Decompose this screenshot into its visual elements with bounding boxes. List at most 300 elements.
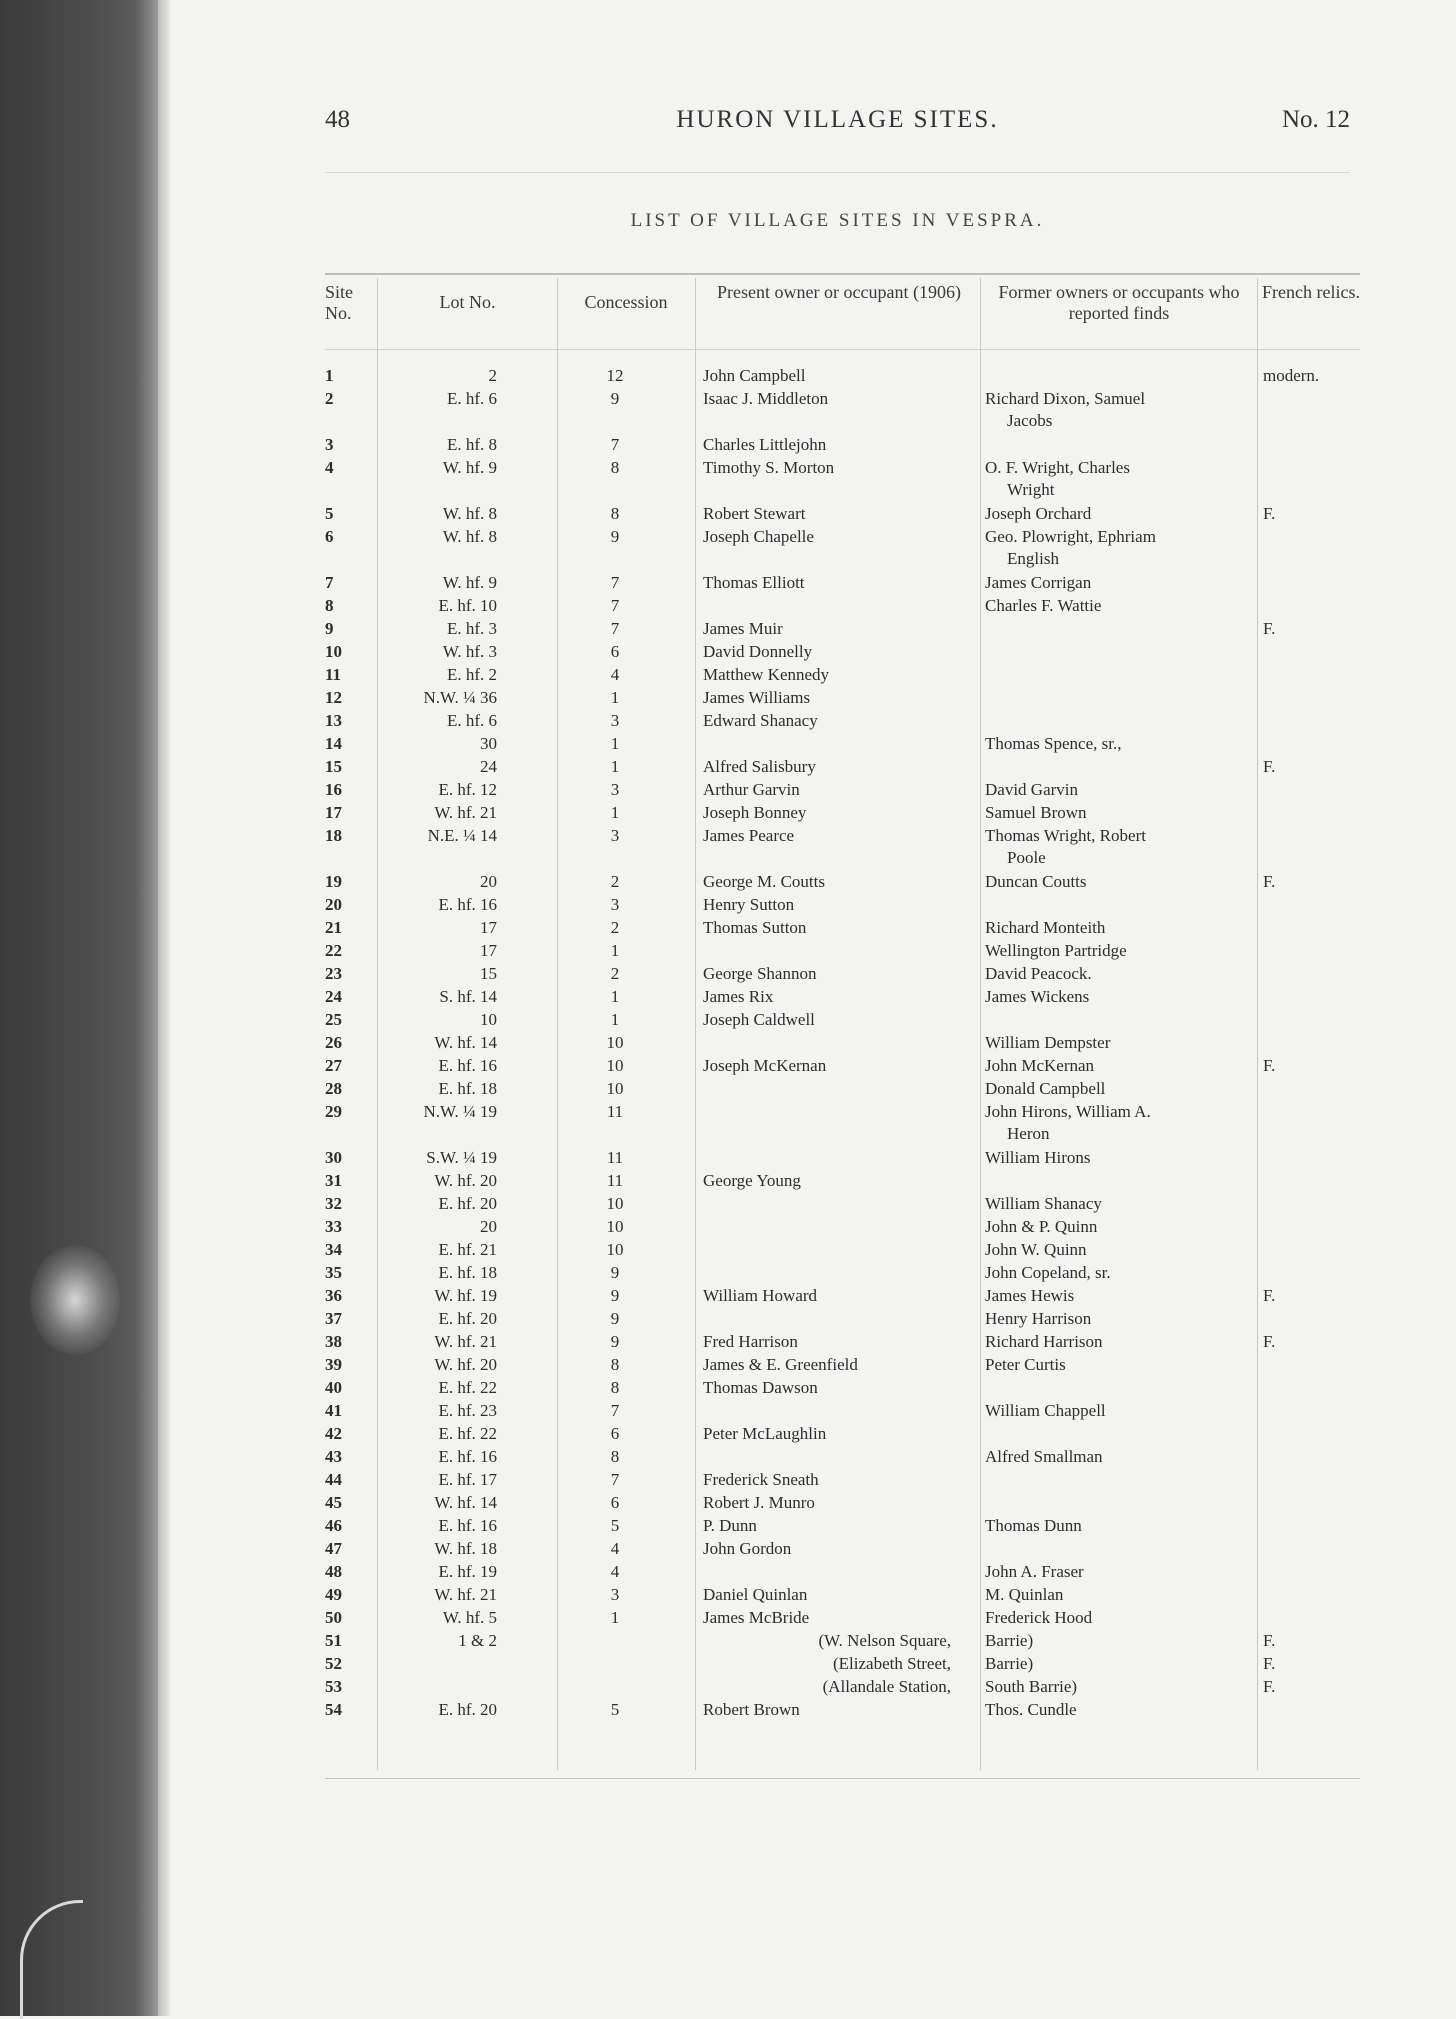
table-row: [325, 1654, 1360, 1677]
former-owner: James Hewis: [985, 1286, 1075, 1305]
header-french-relics: French relics.: [1262, 282, 1360, 302]
site-number: 15: [325, 757, 342, 776]
lot-number: W. hf. 5: [442, 1608, 497, 1627]
leader-dots: [949, 711, 973, 732]
leader-dots: [1241, 1217, 1251, 1238]
lot-number: W. hf. 8: [442, 504, 497, 523]
present-owner: (Elizabeth Street,: [832, 1654, 951, 1673]
leader-dots: [1265, 1171, 1355, 1192]
table-row: [325, 1493, 1360, 1516]
leader-dots: [705, 596, 973, 617]
present-owner: (W. Nelson Square,: [818, 1631, 951, 1650]
lot-number: E. hf. 16: [438, 1056, 497, 1075]
present-owner: Arthur Garvin: [703, 780, 800, 799]
lot-number: 30: [480, 734, 497, 753]
site-number: 52: [325, 1654, 342, 1673]
leader-dots: [987, 757, 1251, 778]
lot-number: 24: [480, 757, 497, 776]
table-row: [325, 964, 1360, 987]
lot-number: W. hf. 18: [434, 1539, 497, 1558]
concession: 7: [610, 1470, 620, 1489]
leader-dots: [705, 1562, 973, 1583]
former-owner: Donald Campbell: [985, 1079, 1106, 1098]
table-row: [325, 573, 1360, 596]
leader-dots: [949, 872, 973, 893]
leader-dots: [705, 1309, 973, 1330]
leader-dots: [1265, 1401, 1355, 1422]
leader-dots: [949, 826, 973, 847]
leader-dots: [987, 642, 1251, 663]
site-number: 16: [325, 780, 342, 799]
lot-number: E. hf. 6: [446, 711, 497, 730]
site-number: 33: [325, 1217, 342, 1236]
leader-dots: [565, 1631, 690, 1652]
present-owner: Peter McLaughlin: [703, 1424, 827, 1443]
former-owner: Barrie): [985, 1654, 1034, 1673]
leader-dots: [949, 435, 973, 456]
leader-dots: [705, 1102, 973, 1123]
concession: 8: [610, 1355, 620, 1374]
french-relics: F.: [1263, 1286, 1276, 1305]
leader-dots: [1241, 1516, 1251, 1537]
site-number: 28: [325, 1079, 342, 1098]
leader-dots: [1241, 872, 1251, 893]
lot-number: E. hf. 2: [446, 665, 497, 684]
former-owner: Peter Curtis: [985, 1355, 1066, 1374]
table-row: [325, 1608, 1360, 1631]
former-owner: John Copeland, sr.: [985, 1263, 1111, 1282]
concession: 1: [610, 941, 620, 960]
report-number: No. 12: [1281, 106, 1350, 133]
former-owner-continued: Wright: [1007, 480, 1055, 499]
site-number: 10: [325, 642, 342, 661]
table-row: [325, 1286, 1360, 1309]
present-owner: Isaac J. Middleton: [703, 389, 829, 408]
leader-dots: [949, 1332, 973, 1353]
leader-dots: [1265, 389, 1355, 410]
leader-dots: [1265, 895, 1355, 916]
concession: 7: [610, 435, 620, 454]
present-owner: Joseph Caldwell: [703, 1010, 815, 1029]
leader-dots: [1241, 1608, 1251, 1629]
present-owner: Joseph McKernan: [703, 1056, 827, 1075]
concession: 1: [610, 1608, 620, 1627]
former-owner: Thos. Cundle: [985, 1700, 1077, 1719]
former-owner: O. F. Wright, Charles: [985, 458, 1130, 477]
present-owner: P. Dunn: [703, 1516, 757, 1535]
former-owner: Thomas Wright, Robert: [985, 826, 1146, 845]
leader-dots: [1265, 1447, 1355, 1468]
former-owner: Duncan Coutts: [985, 872, 1087, 891]
leader-dots: [949, 573, 973, 594]
site-number: 14: [325, 734, 342, 753]
leader-dots: [385, 1677, 555, 1698]
table-header-rule: [325, 349, 1360, 350]
former-owner: John W. Quinn: [985, 1240, 1087, 1259]
table-row: [325, 1079, 1360, 1102]
leader-dots: [987, 688, 1251, 709]
present-owner: George Young: [703, 1171, 801, 1190]
site-number: 43: [325, 1447, 342, 1466]
table-row: [325, 1240, 1360, 1263]
leader-dots: [949, 918, 973, 939]
site-number: 8: [325, 596, 334, 615]
table-row: [325, 435, 1360, 458]
present-owner: James McBride: [703, 1608, 810, 1627]
lot-number: E. hf. 3: [446, 619, 497, 638]
lot-number: E. hf. 21: [438, 1240, 497, 1259]
concession: 10: [606, 1217, 624, 1236]
table-row: [325, 1033, 1360, 1056]
leader-dots: [949, 1424, 973, 1445]
leader-dots: [1241, 1033, 1251, 1054]
site-number: 38: [325, 1332, 342, 1351]
lot-number: E. hf. 16: [438, 1447, 497, 1466]
site-number: 22: [325, 941, 342, 960]
concession: 7: [610, 573, 620, 592]
table-row: [325, 619, 1360, 642]
lot-number: 20: [480, 1217, 497, 1236]
leader-dots: [1265, 1516, 1355, 1537]
leader-dots: [1241, 1332, 1251, 1353]
leader-dots: [949, 1355, 973, 1376]
leader-dots: [705, 1401, 973, 1422]
site-number: 47: [325, 1539, 342, 1558]
concession: 5: [610, 1516, 620, 1535]
leader-dots: [949, 1470, 973, 1491]
lot-number: 2: [488, 366, 497, 385]
former-owner-continued: English: [1007, 549, 1059, 568]
leader-dots: [1265, 780, 1355, 801]
leader-dots: [1265, 1355, 1355, 1376]
leader-dots: [987, 1493, 1251, 1514]
table-row: [325, 366, 1360, 389]
lot-number: E. hf. 16: [438, 1516, 497, 1535]
site-number: 32: [325, 1194, 342, 1213]
leader-dots: [1241, 734, 1251, 755]
table-row: [325, 1102, 1360, 1148]
leader-dots: [1241, 780, 1251, 801]
leader-dots: [987, 366, 1251, 387]
site-number: 17: [325, 803, 342, 822]
concession: 8: [610, 504, 620, 523]
present-owner: William Howard: [703, 1286, 818, 1305]
site-number: 11: [325, 665, 342, 684]
table-row: [325, 1148, 1360, 1171]
header-concession: Concession: [584, 292, 668, 312]
lot-number: E. hf. 20: [438, 1194, 497, 1213]
site-number: 26: [325, 1033, 342, 1052]
concession: 8: [610, 1378, 620, 1397]
french-relics: F.: [1263, 1631, 1276, 1650]
former-owner-continued: Jacobs: [1007, 411, 1053, 430]
leader-dots: [1265, 1470, 1355, 1491]
leader-dots: [949, 1010, 973, 1031]
site-number: 45: [325, 1493, 342, 1512]
site-number: 23: [325, 964, 342, 983]
running-head: [325, 106, 1350, 142]
present-owner: (Allandale Station,: [822, 1677, 951, 1696]
leader-dots: [949, 1700, 973, 1721]
leader-dots: [1241, 1056, 1251, 1077]
header-lot: Lot No.: [439, 292, 496, 312]
table-row: [325, 918, 1360, 941]
leader-dots: [1265, 1424, 1355, 1445]
leader-dots: [949, 1378, 973, 1399]
leader-dots: [949, 504, 973, 525]
concession: 6: [610, 642, 620, 661]
lot-number: 15: [480, 964, 497, 983]
former-owner: Richard Monteith: [985, 918, 1106, 937]
concession: 5: [610, 1700, 620, 1719]
former-owner: James Corrigan: [985, 573, 1092, 592]
leader-dots: [987, 1171, 1251, 1192]
lot-number: W. hf. 21: [434, 1585, 497, 1604]
site-number: 42: [325, 1424, 342, 1443]
lot-number: 17: [480, 941, 497, 960]
leader-dots: [1265, 1378, 1355, 1399]
former-owner: William Hirons: [985, 1148, 1091, 1167]
site-number: 39: [325, 1355, 342, 1374]
concession: 2: [610, 872, 620, 891]
leader-dots: [1241, 803, 1251, 824]
leader-dots: [987, 711, 1251, 732]
site-number: 37: [325, 1309, 342, 1328]
present-owner: Charles Littlejohn: [703, 435, 827, 454]
leader-dots: [949, 1493, 973, 1514]
former-owner: John Hirons, William A.: [985, 1102, 1151, 1121]
table-row: [325, 596, 1360, 619]
leader-dots: [1241, 596, 1251, 617]
table-row: [325, 1470, 1360, 1493]
table-row: [325, 780, 1360, 803]
present-owner: Matthew Kennedy: [703, 665, 830, 684]
table-row: [325, 757, 1360, 780]
site-number: 7: [325, 573, 334, 592]
concession: 1: [610, 757, 620, 776]
page-number: 48: [325, 106, 350, 133]
leader-dots: [949, 1516, 973, 1537]
table-row: [325, 1332, 1360, 1355]
lot-number: W. hf. 14: [434, 1033, 497, 1052]
former-owner-continued: Poole: [1007, 848, 1046, 867]
former-owner: Henry Harrison: [985, 1309, 1092, 1328]
leader-dots: [705, 734, 973, 755]
leader-dots: [1241, 573, 1251, 594]
lot-number: E. hf. 18: [438, 1263, 497, 1282]
table-row: [325, 1539, 1360, 1562]
french-relics: F.: [1263, 1654, 1276, 1673]
table-row: [325, 941, 1360, 964]
site-number: 6: [325, 527, 334, 546]
former-owner: David Peacock.: [985, 964, 1092, 983]
leader-dots: [949, 757, 973, 778]
table-row: [325, 872, 1360, 895]
leader-dots: [565, 1654, 690, 1675]
lot-number: N.E. ¼ 14: [427, 826, 497, 845]
site-number: 30: [325, 1148, 342, 1167]
french-relics: F.: [1263, 504, 1276, 523]
leader-dots: [1265, 596, 1355, 617]
leader-dots: [1265, 964, 1355, 985]
leader-dots: [987, 1539, 1251, 1560]
table-row: [325, 1447, 1360, 1470]
leader-dots: [1265, 803, 1355, 824]
lot-number: E. hf. 16: [438, 895, 497, 914]
leader-dots: [1241, 1562, 1251, 1583]
lot-number: W. hf. 9: [442, 458, 497, 477]
table-row: [325, 688, 1360, 711]
table-row: [325, 987, 1360, 1010]
table-row: [325, 1171, 1360, 1194]
table-row: [325, 642, 1360, 665]
site-number: 50: [325, 1608, 342, 1627]
concession: 9: [610, 1309, 620, 1328]
former-owner: John & P. Quinn: [985, 1217, 1098, 1236]
leader-dots: [949, 688, 973, 709]
leader-dots: [705, 1148, 973, 1169]
leader-dots: [1241, 918, 1251, 939]
concession: 2: [610, 918, 620, 937]
former-owner: Joseph Orchard: [985, 504, 1092, 523]
leader-dots: [987, 1424, 1251, 1445]
site-number: 46: [325, 1516, 342, 1535]
leader-dots: [1241, 941, 1251, 962]
table-body: [325, 366, 1360, 1723]
present-owner: James Pearce: [703, 826, 795, 845]
leader-dots: [1265, 688, 1355, 709]
leader-dots: [1265, 1309, 1355, 1330]
leader-dots: [949, 366, 973, 387]
lot-number: W. hf. 9: [442, 573, 497, 592]
present-owner: Thomas Dawson: [703, 1378, 818, 1397]
leader-dots: [1265, 1539, 1355, 1560]
table-row: [325, 458, 1360, 504]
leader-dots: [1241, 1079, 1251, 1100]
lot-number: W. hf. 20: [434, 1171, 497, 1190]
concession: 11: [606, 1171, 624, 1190]
former-owner: Barrie): [985, 1631, 1034, 1650]
site-number: 5: [325, 504, 334, 523]
site-number: 48: [325, 1562, 342, 1581]
site-number: 2: [325, 389, 334, 408]
leader-dots: [705, 1217, 973, 1238]
leader-dots: [565, 1677, 690, 1698]
present-owner: James Muir: [703, 619, 783, 638]
french-relics: F.: [1263, 1677, 1276, 1696]
former-owner: Richard Harrison: [985, 1332, 1103, 1351]
table-row: [325, 1585, 1360, 1608]
page-gutter: [158, 0, 170, 2016]
site-number: 4: [325, 458, 334, 477]
present-owner: James Rix: [703, 987, 774, 1006]
leader-dots: [1241, 1309, 1251, 1330]
present-owner: Robert J. Munro: [703, 1493, 815, 1512]
lot-number: S.W. ¼ 19: [426, 1148, 497, 1167]
lot-number: 1 & 2: [458, 1631, 497, 1650]
site-number: 31: [325, 1171, 342, 1190]
leader-dots: [949, 987, 973, 1008]
table-row: [325, 1355, 1360, 1378]
leader-dots: [1265, 1240, 1355, 1261]
lot-number: S. hf. 14: [439, 987, 497, 1006]
table-row: [325, 1562, 1360, 1585]
concession: 10: [606, 1056, 624, 1075]
leader-dots: [1265, 642, 1355, 663]
concession: 1: [610, 688, 620, 707]
leader-dots: [1241, 1631, 1251, 1652]
former-owner: William Shanacy: [985, 1194, 1102, 1213]
leader-dots: [987, 435, 1251, 456]
leader-dots: [1241, 1401, 1251, 1422]
lot-number: E. hf. 12: [438, 780, 497, 799]
leader-dots: [385, 1654, 555, 1675]
former-owner: David Garvin: [985, 780, 1079, 799]
site-number: 13: [325, 711, 342, 730]
site-number: 1: [325, 366, 334, 385]
leader-dots: [987, 619, 1251, 640]
concession: 3: [610, 826, 620, 845]
leader-dots: [1241, 1700, 1251, 1721]
site-number: 54: [325, 1700, 342, 1719]
lot-number: W. hf. 19: [434, 1286, 497, 1305]
present-owner: Edward Shanacy: [703, 711, 818, 730]
site-number: 34: [325, 1240, 342, 1259]
concession: 9: [610, 389, 620, 408]
site-number: 44: [325, 1470, 342, 1489]
concession: 10: [606, 1033, 624, 1052]
leader-dots: [1241, 1194, 1251, 1215]
leader-dots: [987, 1010, 1251, 1031]
former-owner: Samuel Brown: [985, 803, 1087, 822]
lot-number: E. hf. 18: [438, 1079, 497, 1098]
leader-dots: [987, 665, 1251, 686]
site-number: 24: [325, 987, 342, 1006]
leader-dots: [1241, 1355, 1251, 1376]
former-owner: Richard Dixon, Samuel: [985, 389, 1146, 408]
leader-dots: [1265, 1079, 1355, 1100]
header-present-owner: Present owner or occupant (1906): [717, 282, 961, 302]
leader-dots: [1241, 1677, 1251, 1698]
leader-dots: [949, 642, 973, 663]
leader-dots: [987, 895, 1251, 916]
french-relics: F.: [1263, 1056, 1276, 1075]
table-row: [325, 1677, 1360, 1700]
site-number: 40: [325, 1378, 342, 1397]
leader-dots: [949, 895, 973, 916]
leader-dots: [1265, 918, 1355, 939]
concession: 8: [610, 1447, 620, 1466]
former-owner-continued: Heron: [1007, 1124, 1050, 1143]
leader-dots: [949, 1171, 973, 1192]
leader-dots: [705, 1447, 973, 1468]
table-row: [325, 1217, 1360, 1240]
former-owner: John McKernan: [985, 1056, 1095, 1075]
concession: 3: [610, 895, 620, 914]
leader-dots: [1265, 665, 1355, 686]
leader-dots: [1265, 941, 1355, 962]
present-owner: Joseph Chapelle: [703, 527, 814, 546]
lot-number: E. hf. 22: [438, 1378, 497, 1397]
lot-number: E. hf. 10: [438, 596, 497, 615]
leader-dots: [1241, 1263, 1251, 1284]
concession: 4: [610, 1539, 620, 1558]
former-owner: William Dempster: [985, 1033, 1111, 1052]
leader-dots: [949, 780, 973, 801]
table-row: [325, 1631, 1360, 1654]
table-row: [325, 1010, 1360, 1033]
leader-dots: [1265, 1562, 1355, 1583]
